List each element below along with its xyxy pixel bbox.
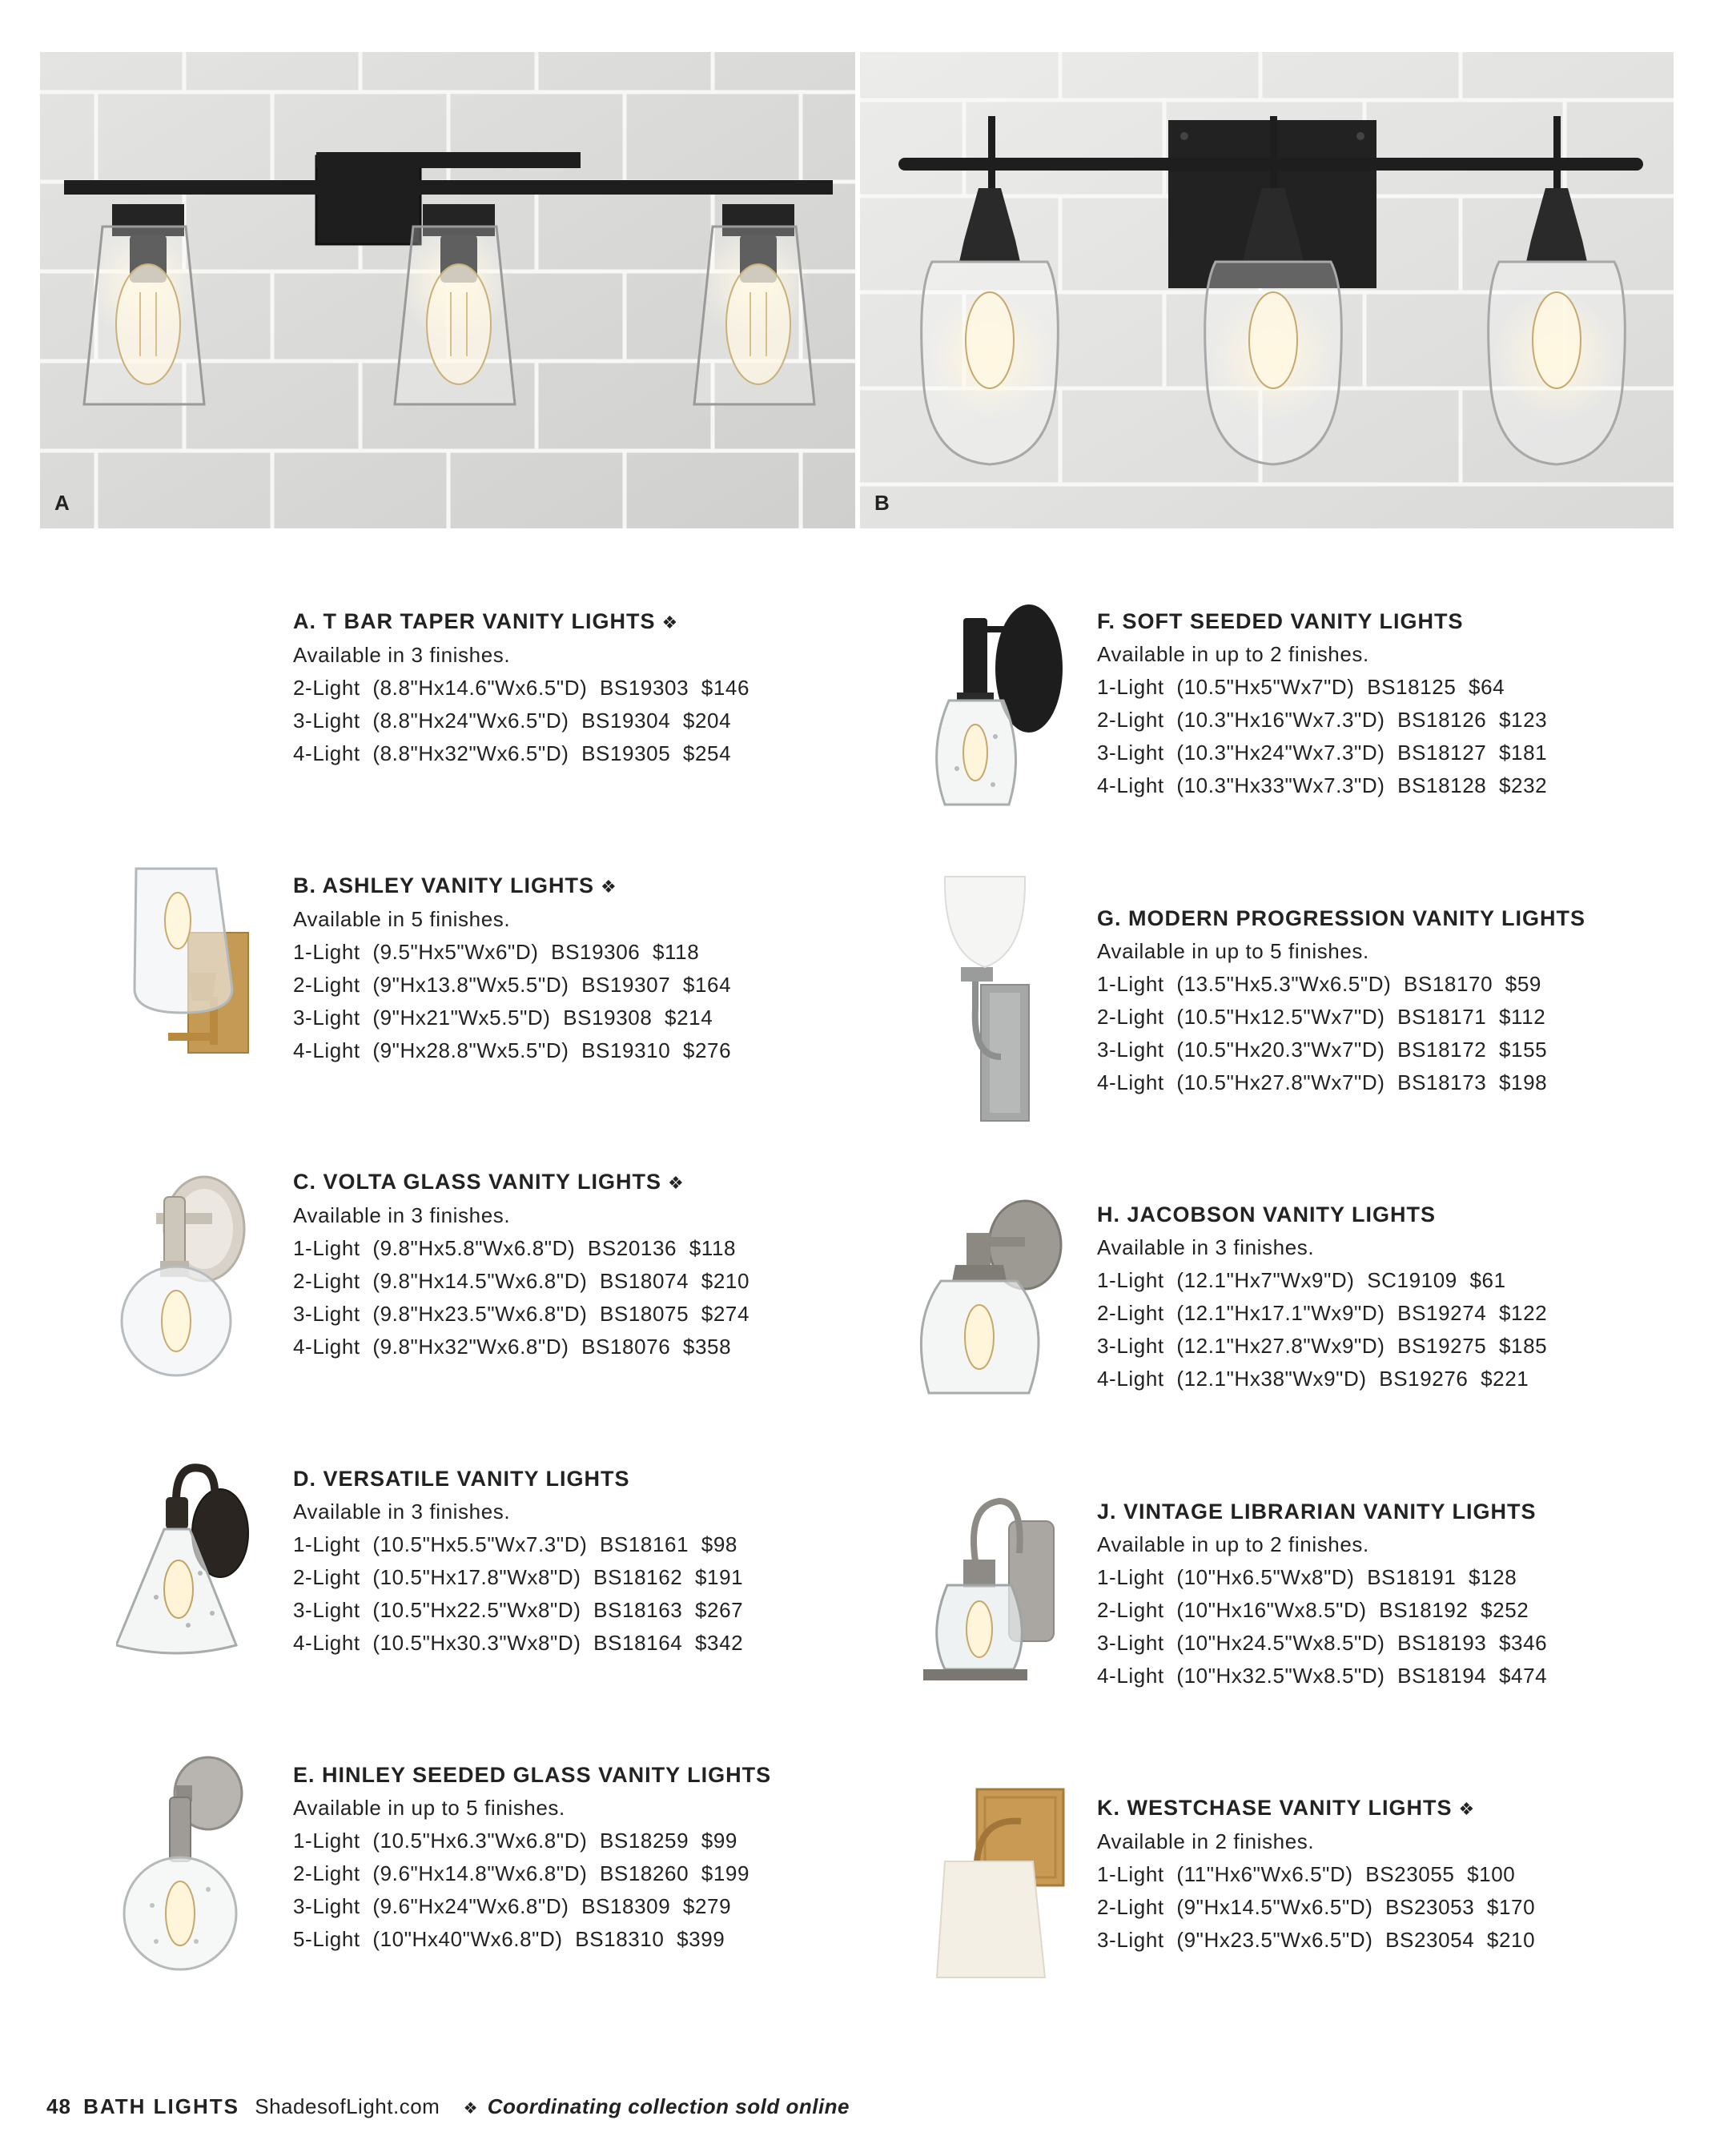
product-variant: 1-Light (9.5"Hx5"Wx6"D) BS19306 $118 [293, 940, 700, 964]
versatile-sconce-image [116, 1453, 272, 1665]
product-variant: 3-Light (10"Hx24.5"Wx8.5"D) BS18193 $346 [1097, 1631, 1548, 1655]
product-title [293, 1166, 870, 1199]
product-variant: 2-Light (9.8"Hx14.5"Wx6.8"D) BS18074 $210 [293, 1269, 750, 1293]
product-title [293, 605, 870, 639]
product-title-text: B. ASHLEY VANITY LIGHTS [293, 873, 595, 897]
product-variant: 2-Light (10.5"Hx17.8"Wx8"D) BS18162 $191 [293, 1565, 744, 1589]
product-availability: Available in up to 5 finishes. [293, 1796, 565, 1820]
product-availability: Available in 2 finishes. [1097, 1829, 1315, 1853]
product-availability: Available in up to 2 finishes. [1097, 1532, 1369, 1556]
product-b [293, 869, 870, 1067]
section-name: BATH LIGHTS [83, 2094, 239, 2118]
hero-label-b: B [874, 491, 890, 515]
product-variant: 3-Light (9.8"Hx23.5"Wx6.8"D) BS18075 $274 [293, 1302, 750, 1326]
product-title [1097, 605, 1674, 638]
soft-seeded-sconce-image [917, 592, 1077, 813]
modern-progression-sconce-image [937, 873, 1065, 1125]
product-d [293, 1463, 870, 1660]
coordinating-note: Coordinating collection sold online [487, 2094, 850, 2118]
coordinating-collection-icon: ❖ [601, 877, 614, 897]
product-title-text: E. HINLEY SEEDED GLASS VANITY LIGHTS [293, 1763, 772, 1787]
product-title-text: C. VOLTA GLASS VANITY LIGHTS [293, 1170, 662, 1194]
product-a [293, 605, 870, 770]
volta-glass-sconce-image [116, 1165, 272, 1381]
product-title-text: D. VERSATILE VANITY LIGHTS [293, 1467, 630, 1491]
product-c [293, 1166, 870, 1363]
product-variant: 4-Light (9.8"Hx32"Wx6.8"D) BS18076 $358 [293, 1335, 732, 1359]
product-variant: 2-Light (10.5"Hx12.5"Wx7"D) BS18171 $112 [1097, 1005, 1546, 1029]
website-link[interactable]: ShadesofLight.com [255, 2094, 440, 2118]
product-f [1097, 605, 1674, 802]
product-variant: 3-Light (12.1"Hx27.8"Wx9"D) BS19275 $185 [1097, 1334, 1548, 1358]
coordinating-collection-icon: ❖ [668, 1173, 681, 1193]
product-title-text: J. VINTAGE LIBRARIAN VANITY LIGHTS [1097, 1500, 1537, 1524]
product-title [1097, 1198, 1674, 1231]
product-h [1097, 1198, 1674, 1395]
product-variant: 1-Light (10.5"Hx6.3"Wx6.8"D) BS18259 $99 [293, 1829, 737, 1853]
hinley-seeded-sconce-image [120, 1753, 272, 1973]
jacobson-sconce-image [917, 1197, 1077, 1401]
vintage-librarian-sconce-image [919, 1489, 1079, 1693]
product-title [293, 869, 870, 903]
product-availability: Available in 3 finishes. [293, 643, 511, 667]
product-variant: 1-Light (12.1"Hx7"Wx9"D) SC19109 $61 [1097, 1268, 1506, 1292]
product-availability: Available in 3 finishes. [293, 1500, 511, 1524]
product-g [1097, 902, 1674, 1099]
product-j [1097, 1496, 1674, 1692]
product-variant: 2-Light (10"Hx16"Wx8.5"D) BS18192 $252 [1097, 1598, 1529, 1622]
product-e [293, 1759, 870, 1956]
page-number: 48 [46, 2094, 71, 2118]
product-variant: 2-Light (8.8"Hx14.6"Wx6.5"D) BS19303 $146 [293, 676, 750, 700]
product-variant: 2-Light (9"Hx14.5"Wx6.5"D) BS23053 $170 [1097, 1895, 1536, 1919]
product-title-text: F. SOFT SEEDED VANITY LIGHTS [1097, 609, 1464, 633]
product-title-text: K. WESTCHASE VANITY LIGHTS [1097, 1796, 1453, 1820]
product-variant: 1-Light (10.5"Hx5"Wx7"D) BS18125 $64 [1097, 675, 1505, 699]
product-availability: Available in up to 2 finishes. [1097, 642, 1369, 666]
product-variant: 1-Light (9.8"Hx5.8"Wx6.8"D) BS20136 $118 [293, 1236, 737, 1260]
product-title-text: H. JACOBSON VANITY LIGHTS [1097, 1202, 1437, 1227]
product-variant: 1-Light (10"Hx6.5"Wx8"D) BS18191 $128 [1097, 1565, 1517, 1589]
product-availability: Available in 5 finishes. [293, 907, 511, 931]
page-footer [46, 2094, 850, 2119]
product-variant: 2-Light (12.1"Hx17.1"Wx9"D) BS19274 $122 [1097, 1301, 1548, 1325]
product-variant: 4-Light (10"Hx32.5"Wx8.5"D) BS18194 $474 [1097, 1664, 1548, 1688]
product-title [1097, 1496, 1674, 1528]
t-bar-taper-vanity-photo [40, 52, 855, 528]
product-availability: Available in 3 finishes. [1097, 1235, 1315, 1259]
product-variant: 3-Light (9"Hx23.5"Wx6.5"D) BS23054 $210 [1097, 1928, 1536, 1952]
coordinating-collection-icon: ❖ [463, 2100, 476, 2118]
ashley-sconce-image [112, 861, 272, 1077]
product-k [1097, 1792, 1674, 1957]
product-title [293, 1463, 870, 1496]
hero-image-b [860, 52, 1674, 528]
coordinating-collection-icon: ❖ [661, 612, 676, 632]
product-title-text: G. MODERN PROGRESSION VANITY LIGHTS [1097, 906, 1586, 930]
product-variant: 3-Light (9.6"Hx24"Wx6.8"D) BS18309 $279 [293, 1894, 732, 1918]
hero-label-a: A [54, 491, 70, 515]
product-variant: 3-Light (10.5"Hx22.5"Wx8"D) BS18163 $267 [293, 1598, 744, 1622]
product-variant: 1-Light (10.5"Hx5.5"Wx7.3"D) BS18161 $98 [293, 1532, 737, 1556]
product-title [1097, 902, 1674, 935]
product-variant: 3-Light (8.8"Hx24"Wx6.5"D) BS19304 $204 [293, 709, 732, 733]
product-variant: 2-Light (10.3"Hx16"Wx7.3"D) BS18126 $123 [1097, 708, 1548, 732]
coordinating-collection-icon: ❖ [1458, 1799, 1473, 1819]
product-variant: 4-Light (10.5"Hx27.8"Wx7"D) BS18173 $198 [1097, 1070, 1548, 1094]
product-variant: 2-Light (9.6"Hx14.8"Wx6.8"D) BS18260 $199 [293, 1861, 750, 1885]
product-variant: 3-Light (10.3"Hx24"Wx7.3"D) BS18127 $181 [1097, 741, 1548, 765]
product-variant: 4-Light (10.5"Hx30.3"Wx8"D) BS18164 $342 [293, 1631, 744, 1655]
ashley-vanity-photo [860, 52, 1674, 528]
westchase-sconce-image [933, 1781, 1069, 1981]
product-title-text: A. T BAR TAPER VANITY LIGHTS [293, 609, 656, 633]
product-title [293, 1759, 870, 1792]
product-variant: 1-Light (13.5"Hx5.3"Wx6.5"D) BS18170 $59 [1097, 972, 1541, 996]
product-variant: 4-Light (8.8"Hx32"Wx6.5"D) BS19305 $254 [293, 741, 732, 765]
product-variant: 4-Light (9"Hx28.8"Wx5.5"D) BS19310 $276 [293, 1038, 732, 1062]
hero-image-a [40, 52, 855, 528]
product-variant: 2-Light (9"Hx13.8"Wx5.5"D) BS19307 $164 [293, 973, 732, 997]
product-availability: Available in up to 5 finishes. [1097, 939, 1369, 963]
product-title [1097, 1792, 1674, 1825]
product-variant: 4-Light (12.1"Hx38"Wx9"D) BS19276 $221 [1097, 1367, 1529, 1391]
product-availability: Available in 3 finishes. [293, 1203, 511, 1227]
product-variant: 3-Light (10.5"Hx20.3"Wx7"D) BS18172 $155 [1097, 1038, 1548, 1062]
product-variant: 3-Light (9"Hx21"Wx5.5"D) BS19308 $214 [293, 1006, 713, 1030]
product-variant: 5-Light (10"Hx40"Wx6.8"D) BS18310 $399 [293, 1927, 725, 1951]
product-variant: 4-Light (10.3"Hx33"Wx7.3"D) BS18128 $232 [1097, 773, 1548, 797]
product-variant: 1-Light (11"Hx6"Wx6.5"D) BS23055 $100 [1097, 1862, 1516, 1886]
